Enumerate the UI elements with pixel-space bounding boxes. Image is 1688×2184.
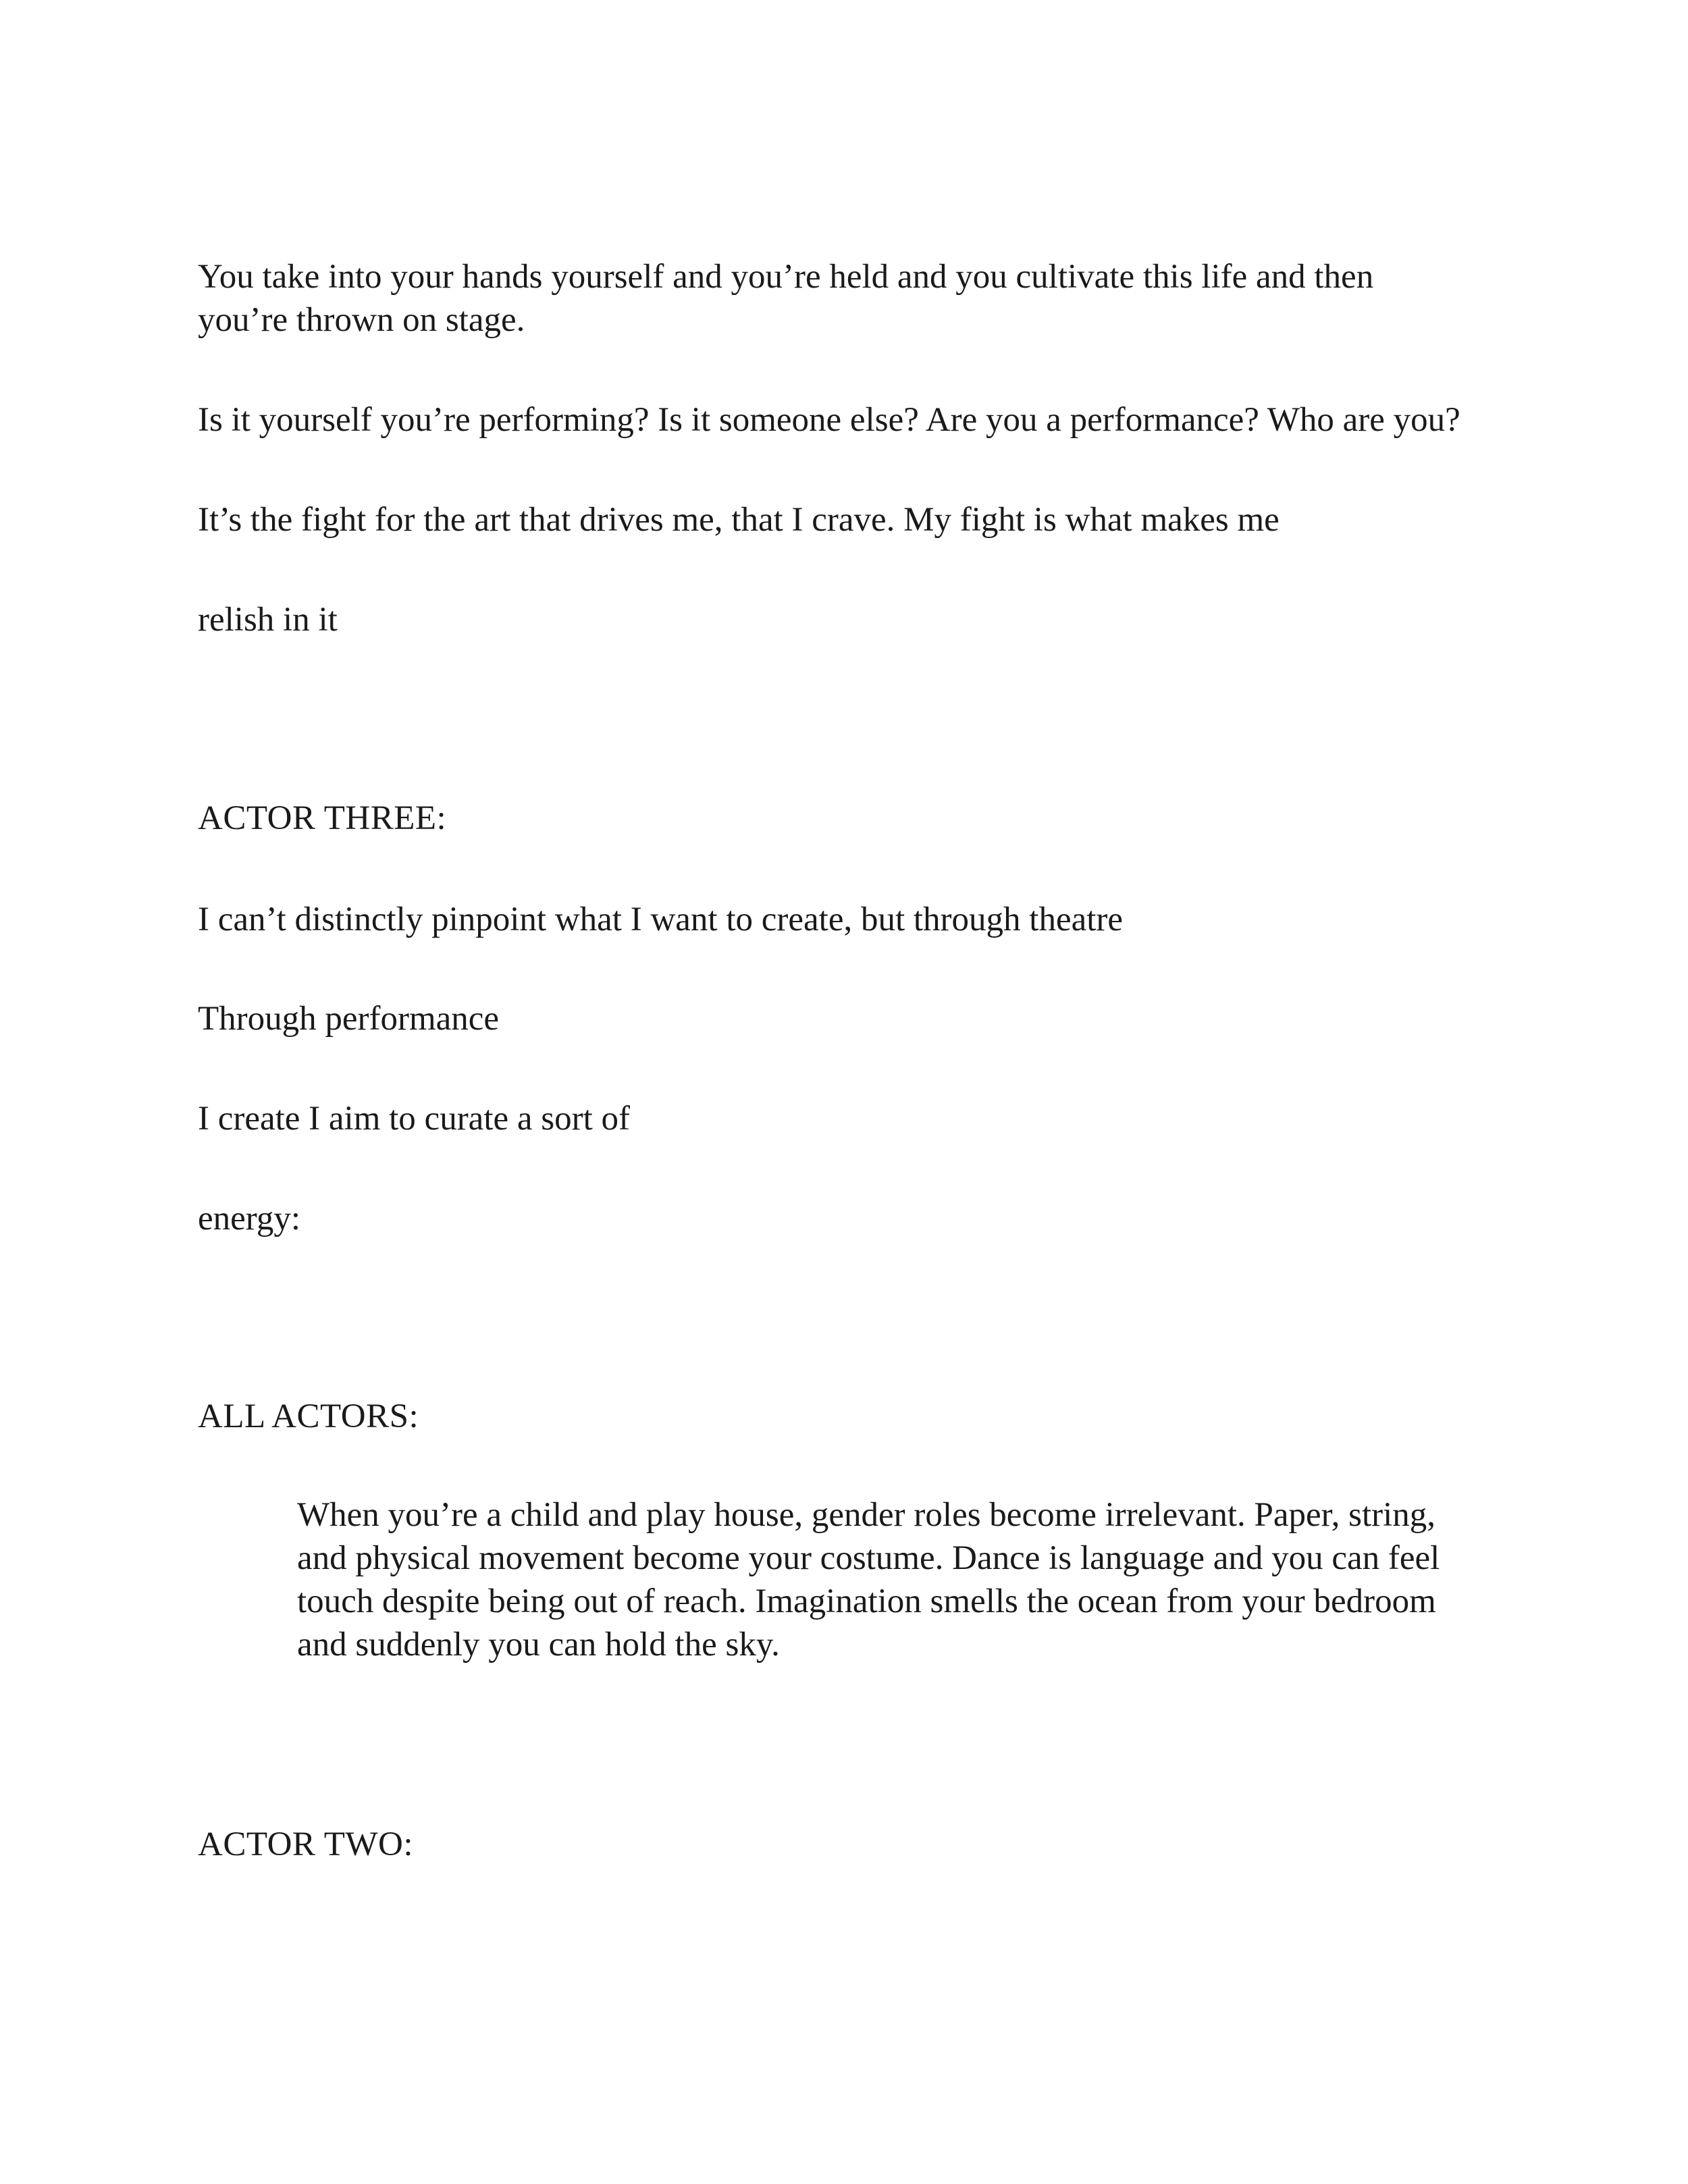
script-paragraph: Through performance — [198, 1000, 500, 1038]
script-paragraph: It’s the fight for the art that drives me, that I crave. My fight is what makes me — [198, 501, 1280, 539]
script-paragraph: You take into your hands yourself and you’re held and you cultivate this life and then you’re thrown on stage. — [198, 258, 1374, 339]
script-paragraph: I can’t distinctly pinpoint what I want to create, but through theatre — [198, 901, 1124, 938]
script-paragraph: Is it yourself you’re performing? Is it someone else? Are you a performance? Who are you? — [198, 401, 1460, 439]
speaker-heading: ALL ACTORS: — [198, 1397, 419, 1435]
speaker-heading: ACTOR THREE: — [198, 799, 447, 837]
script-paragraph: I create I aim to curate a sort of — [198, 1100, 630, 1138]
speaker-heading: ACTOR TWO: — [198, 1826, 414, 1863]
script-paragraph: relish in it — [198, 601, 338, 639]
indented-passage: When you’re a child and play house, gender roles become irrelevant. Paper, string, and physical movement become your costume. Dance is language and you can feel touch despite being out of reach. Imagination smells the ocean from your bedroom and suddenly you can hold the sky. — [297, 1496, 1440, 1663]
script-paragraph: energy: — [198, 1200, 301, 1237]
